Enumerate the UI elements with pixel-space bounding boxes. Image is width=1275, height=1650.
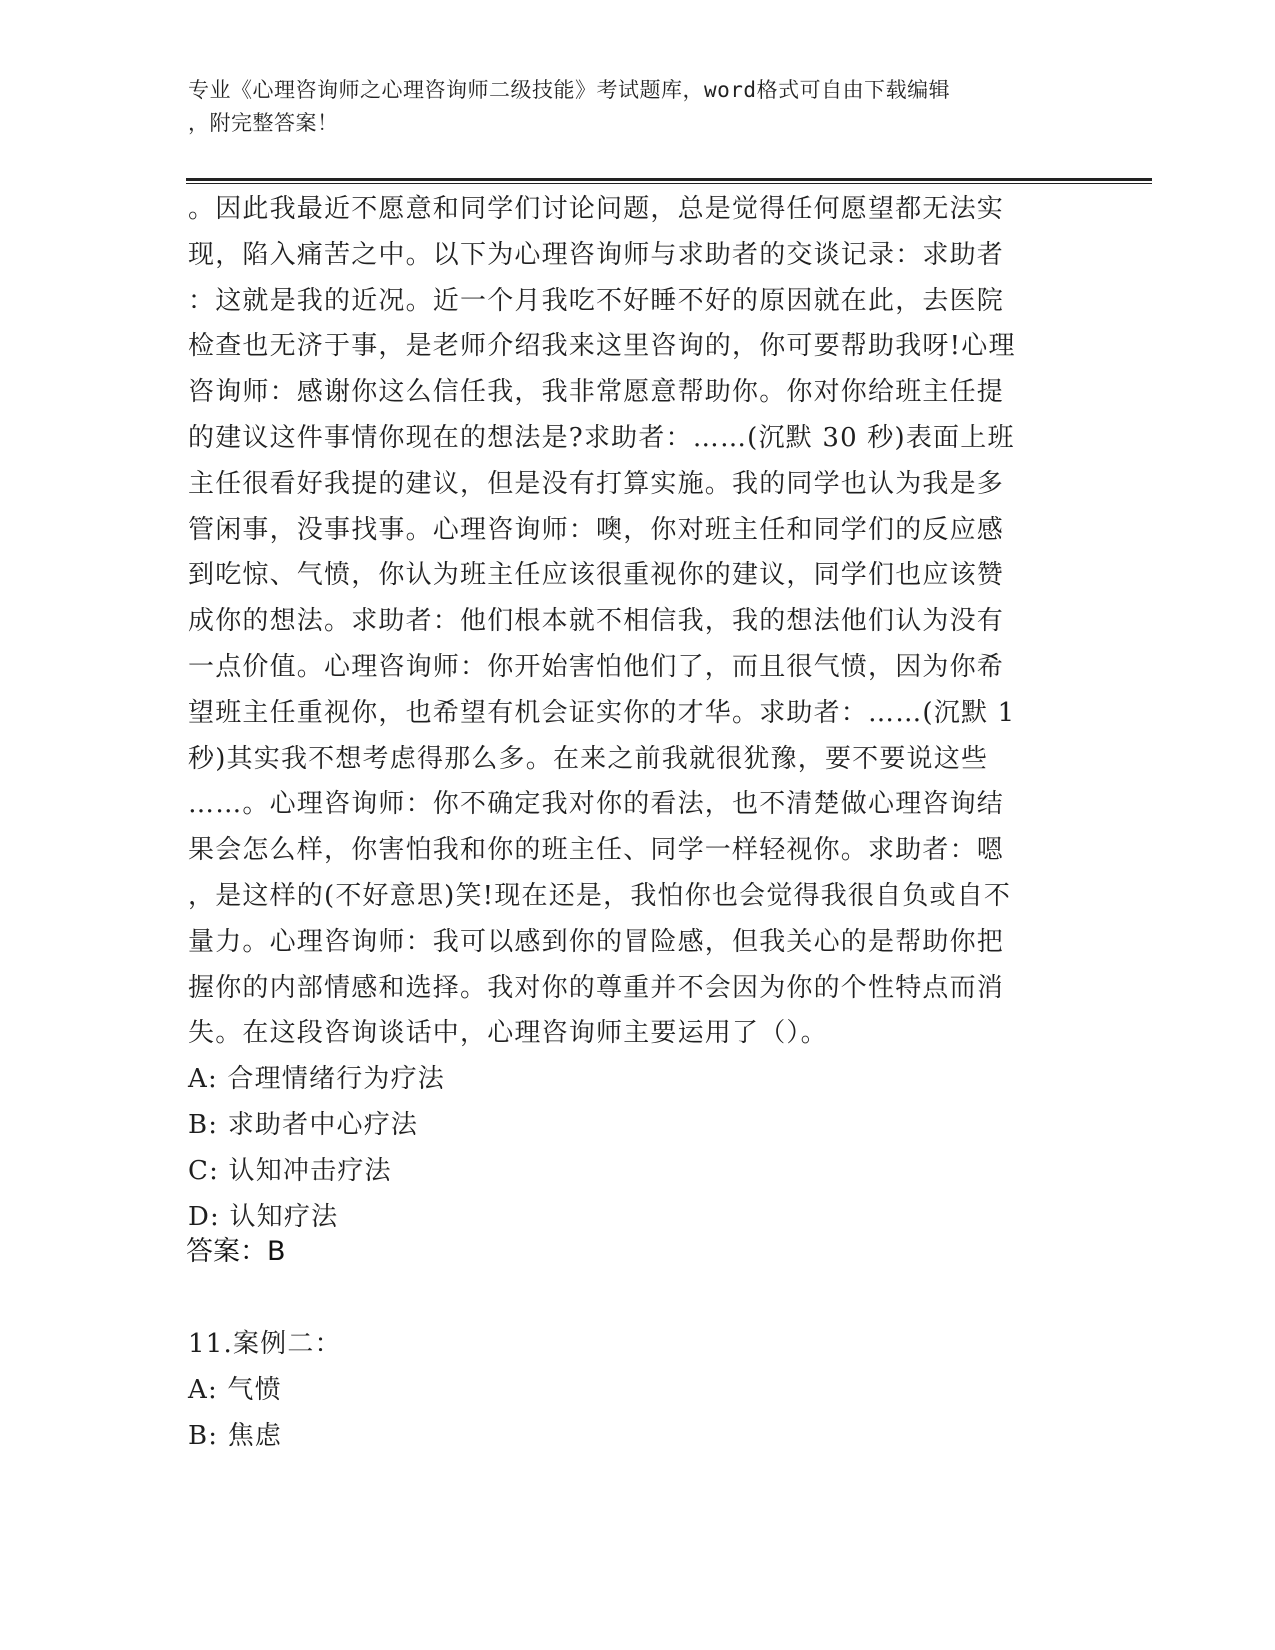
question-line: ：这就是我的近况。近一个月我吃不好睡不好的原因就在此，去医院 <box>188 285 1005 316</box>
question-line: 成你的想法。求助者：他们根本就不相信我，我的想法他们认为没有 <box>188 606 1005 637</box>
header-line-2: ，附完整答案！ <box>188 111 339 135</box>
answer-label: 答案：B <box>186 1236 286 1267</box>
question-line: 现，陷入痛苦之中。以下为心理咨询师与求助者的交谈记录：求助者 <box>188 239 1005 270</box>
header-line-1: 专业《心理咨询师之心理咨询师二级技能》考试题库，word格式可自由下载编辑 <box>188 78 951 102</box>
option-a: A: 合理情绪行为疗法 <box>188 1064 446 1095</box>
question-line: 主任很看好我提的建议，但是没有打算实施。我的同学也认为我是多 <box>188 468 1005 499</box>
document-header <box>188 74 1068 140</box>
option-a: A: 气愤 <box>188 1374 282 1405</box>
option-b: B: 焦虑 <box>188 1420 283 1451</box>
option-c: C: 认知冲击疗法 <box>188 1155 392 1186</box>
question-line: 果会怎么样，你害怕我和你的班主任、同学一样轻视你。求助者：嗯 <box>188 835 1005 866</box>
header-rule-thick <box>186 178 1152 181</box>
question-line: ，是这样的(不好意思)笑!现在还是，我怕你也会觉得我很自负或自不 <box>188 880 1012 911</box>
question-line: 失。在这段咨询谈话中，心理咨询师主要运用了（）。 <box>188 1018 828 1049</box>
question-line: 望班主任重视你，也希望有机会证实你的才华。求助者：……(沉默 1 <box>188 697 1016 728</box>
question-line: 咨询师：感谢你这么信任我，我非常愿意帮助你。你对你给班主任提 <box>188 377 1005 408</box>
header-rule-thin <box>186 183 1152 184</box>
question-line: 。因此我最近不愿意和同学们讨论问题，总是觉得任何愿望都无法实 <box>188 194 1005 224</box>
question-line: 量力。心理咨询师：我可以感到你的冒险感，但我关心的是帮助你把 <box>188 926 1005 957</box>
question-body <box>188 187 1088 1240</box>
option-b: B: 求助者中心疗法 <box>188 1109 419 1140</box>
option-d: D: 认知疗法 <box>188 1201 339 1232</box>
next-question <box>188 1322 342 1459</box>
question-line: ……。心理咨询师：你不确定我对你的看法，也不清楚做心理咨询结 <box>188 789 1005 820</box>
question-line: 管闲事，没事找事。心理咨询师：噢，你对班主任和同学们的反应感 <box>188 514 1005 545</box>
question-line: 到吃惊、气愤，你认为班主任应该很重视你的建议，同学们也应该赞 <box>188 560 1005 591</box>
question-line: 的建议这件事情你现在的想法是?求助者：……(沉默 30 秒)表面上班 <box>188 422 1015 453</box>
question-line: 检查也无济于事，是老师介绍我来这里咨询的，你可要帮助我呀!心理 <box>188 331 1016 362</box>
question-line: 握你的内部情感和选择。我对你的尊重并不会因为你的个性特点而消 <box>188 972 1005 1003</box>
question-line: 秒)其实我不想考虑得那么多。在来之前我就很犹豫，要不要说这些 <box>188 743 989 774</box>
question-line: 一点价值。心理咨询师：你开始害怕他们了，而且很气愤，因为你希 <box>188 651 1005 682</box>
question-title: 11.案例二： <box>188 1329 342 1359</box>
